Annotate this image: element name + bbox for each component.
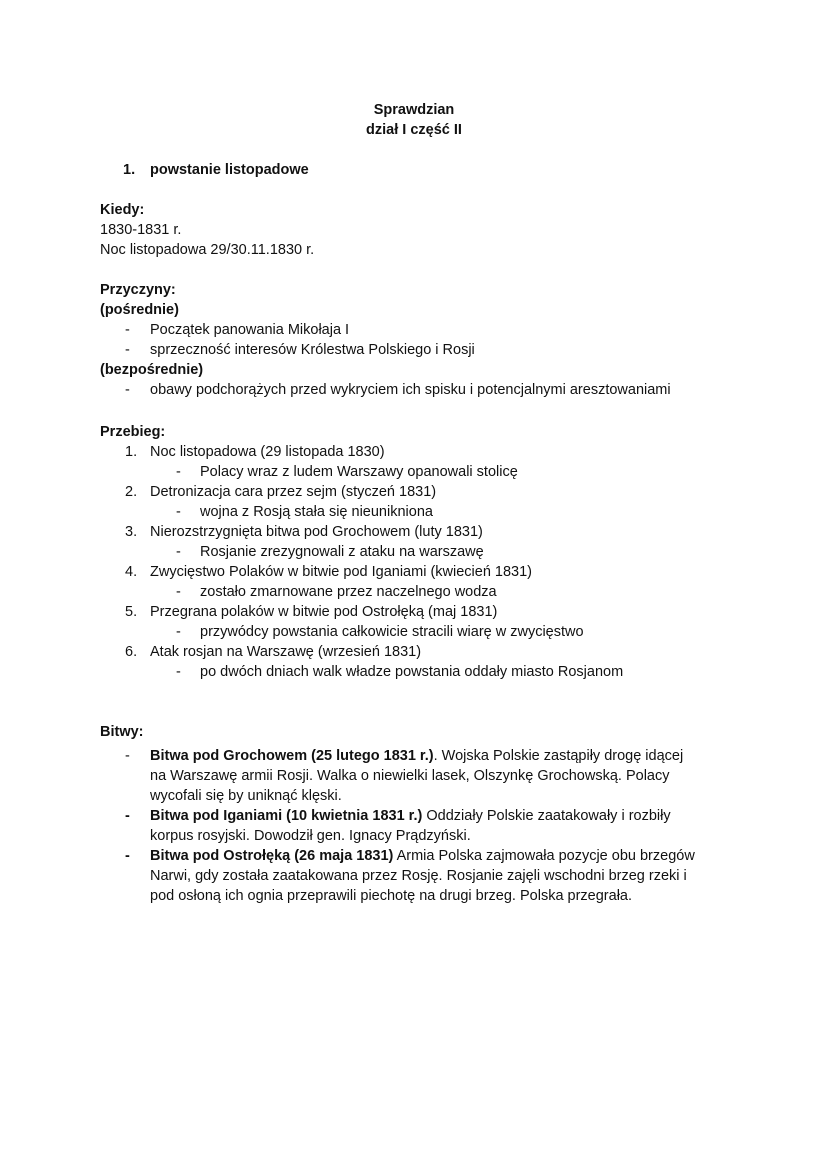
przebieg-subitem: przywódcy powstania całkowicie stracili wiarę w zwycięstwo [200, 624, 584, 640]
bezposrednie-label: (bezpośrednie) [100, 362, 204, 378]
cause-item: Początek panowania Mikołaja I [150, 322, 350, 338]
przebieg-subitem: po dwóch dniach walk władze powstania oddały miasto Rosjanom [200, 664, 624, 680]
battle-name: Bitwa pod Iganiami (10 kwietnia 1831 r.) [150, 808, 423, 824]
przebieg-item: Przegrana polaków w bitwie pod Ostrołęką (maj 1831) [150, 604, 498, 620]
przebieg-item: Nierozstrzygnięta bitwa pod Grochowem (luty 1831) [150, 524, 483, 540]
przebieg-heading: Przebieg: [100, 424, 166, 440]
bitwy-heading: Bitwy: [100, 724, 144, 740]
list-number: 4. [125, 564, 138, 580]
bullet-dash: - [125, 748, 130, 764]
bullet-dash: - [125, 808, 130, 824]
battle-text: wycofali się by uniknąć klęski. [150, 788, 342, 804]
battle-text: pod osłoną ich ognia przeprawili piechotę na drugi brzeg. Polska przegrała. [150, 888, 633, 904]
battle-text: Narwi, gdy została zaatakowana przez Rosję. Rosjanie zajęli wschodni brzeg rzeki i [150, 868, 687, 884]
przebieg-subitem: Polacy wraz z ludem Warszawy opanowali stolicę [200, 464, 518, 480]
battle-text: Armia Polska zajmowała pozycje obu brzegów [393, 848, 695, 864]
bullet-dash: - [176, 544, 181, 560]
list-number: 2. [125, 484, 138, 500]
doc-title: Sprawdzian [373, 102, 455, 118]
battle-item [150, 846, 695, 866]
przebieg-item: Noc listopadowa (29 listopada 1830) [150, 444, 385, 460]
bullet-dash: - [176, 664, 181, 680]
kiedy-heading: Kiedy: [100, 202, 145, 218]
section-title: powstanie listopadowe [150, 162, 309, 178]
bullet-dash: - [176, 504, 181, 520]
section-number: 1. [123, 162, 136, 178]
list-number: 3. [125, 524, 138, 540]
kiedy-line: Noc listopadowa 29/30.11.1830 r. [100, 242, 315, 258]
przyczyny-heading: Przyczyny: [100, 282, 176, 298]
battle-name: Bitwa pod Grochowem (25 lutego 1831 r.) [150, 748, 434, 764]
cause-item: sprzeczność interesów Królestwa Polskiego i Rosji [150, 342, 475, 358]
przebieg-subitem: zostało zmarnowane przez naczelnego wodza [200, 584, 497, 600]
przebieg-item: Detronizacja cara przez sejm (styczeń 1831) [150, 484, 437, 500]
battle-item [150, 806, 671, 826]
battle-name: Bitwa pod Ostrołęką (26 maja 1831) [150, 848, 394, 864]
bullet-dash: - [176, 464, 181, 480]
posrednie-label: (pośrednie) [100, 302, 179, 318]
bullet-dash: - [176, 584, 181, 600]
przebieg-subitem: Rosjanie zrezygnowali z ataku na warszawę [200, 544, 484, 560]
kiedy-line: 1830-1831 r. [100, 222, 182, 238]
doc-subtitle: dział I część II [366, 122, 462, 138]
przebieg-subitem: wojna z Rosją stała się nieunikniona [200, 504, 433, 520]
bullet-dash: - [125, 382, 130, 398]
battle-text: Oddziały Polskie zaatakowały i rozbiły [422, 808, 671, 824]
bullet-dash: - [125, 848, 130, 864]
bullet-dash: - [125, 322, 130, 338]
battle-text: na Warszawę armii Rosji. Walka o niewielki lasek, Olszynkę Grochowską. Polacy [150, 768, 670, 784]
battle-item [150, 746, 683, 766]
bullet-dash: - [176, 624, 181, 640]
bullet-dash: - [125, 342, 130, 358]
cause-item: obawy podchorążych przed wykryciem ich spisku i potencjalnymi aresztowaniami [150, 382, 671, 398]
przebieg-item: Atak rosjan na Warszawę (wrzesień 1831) [150, 644, 422, 660]
battle-text: . Wojska Polskie zastąpiły drogę idącej [433, 748, 684, 764]
battle-text: korpus rosyjski. Dowodził gen. Ignacy Prądzyński. [150, 828, 471, 844]
przebieg-item: Zwycięstwo Polaków w bitwie pod Iganiami (kwiecień 1831) [150, 564, 532, 580]
list-number: 5. [125, 604, 138, 620]
list-number: 6. [125, 644, 138, 660]
list-number: 1. [125, 444, 138, 460]
